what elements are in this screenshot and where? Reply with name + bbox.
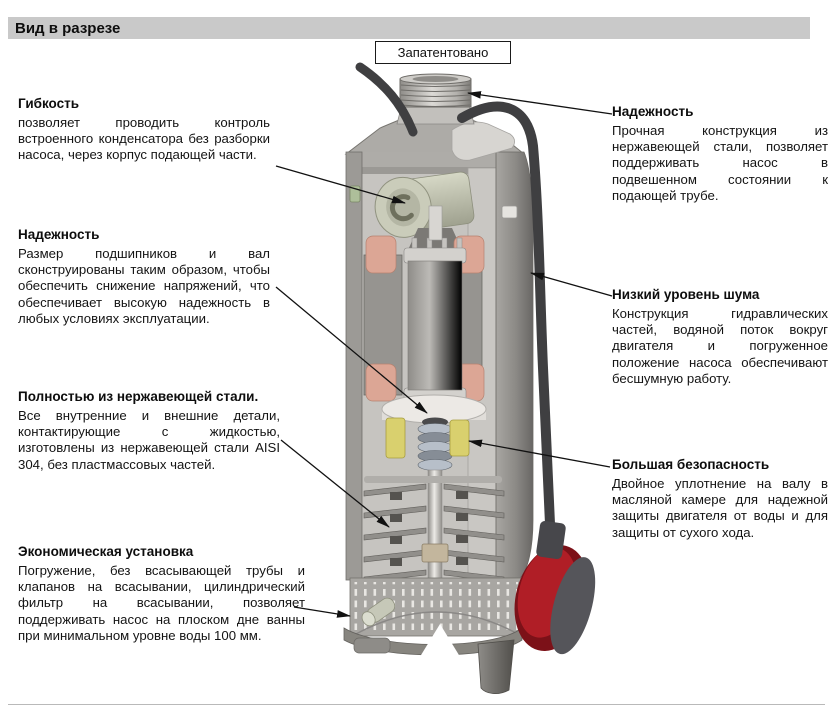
note-heading: Гибкость [18, 96, 80, 111]
motor [364, 228, 484, 414]
patent-badge-label: Запатентовано [397, 45, 489, 60]
page-title: Вид в разрезе [15, 19, 121, 37]
note-body: Размер подшипников и вал сконструированы таким образом, чтобы обеспечить снижение напряжений, что обеспечивает высокую надежность в любых условиях эксплуатации. [18, 245, 270, 327]
base-foot-right [478, 640, 514, 694]
note-heading: Надежность [18, 227, 100, 242]
note-body: Конструкция гидравлических частей, водяной поток вокруг двигателя и погруженное положение насоса обеспечивают бесшумную работу. [612, 305, 828, 387]
rotor [404, 238, 466, 414]
footer-rule [8, 704, 825, 705]
pump-body [344, 120, 533, 694]
casing-left-wall [346, 152, 362, 580]
base-foot-left [354, 638, 390, 653]
right-wall-clip [502, 206, 517, 218]
float-cable-connector [536, 520, 567, 559]
note-body: позволяет проводить контроль встроенного конденсатора без разборки насоса, через корпус подающей части. [18, 114, 270, 163]
shaft-bushing [422, 544, 448, 562]
seal-spring [418, 424, 452, 471]
note-body: Погружение, без всасывающей трубы и клапанов на всасывании, цилиндрический фильтр на всасывании, позволяет поддерживать насос на плоском дне ванны при минимальном уровне воды 100 мм. [18, 562, 305, 644]
note-body: Все внутренние и внешние детали, контактирующие с жидкостью, изготовлены из нержавеющей стали AISI 304, без пластмассовых частей. [18, 407, 280, 472]
note-heading: Экономическая установка [18, 544, 194, 559]
note-heading: Низкий уровень шума [612, 287, 760, 302]
shaft-upper [429, 206, 442, 240]
note-body: Двойное уплотнение на валу в масляной камере для надежной защиты двигателя от воды и для защиты от сухого хода. [612, 475, 828, 540]
note-heading: Большая безопасность [612, 457, 770, 472]
note-heading: Полностью из нержавеющей стали. [18, 389, 259, 404]
note-body: Прочная конструкция из нержавеющей стали, позволяет поддерживать насос в подвешенном состоянии к подающей трубе. [612, 122, 828, 204]
leader-economic [294, 607, 350, 616]
note-heading: Надежность [612, 104, 694, 119]
